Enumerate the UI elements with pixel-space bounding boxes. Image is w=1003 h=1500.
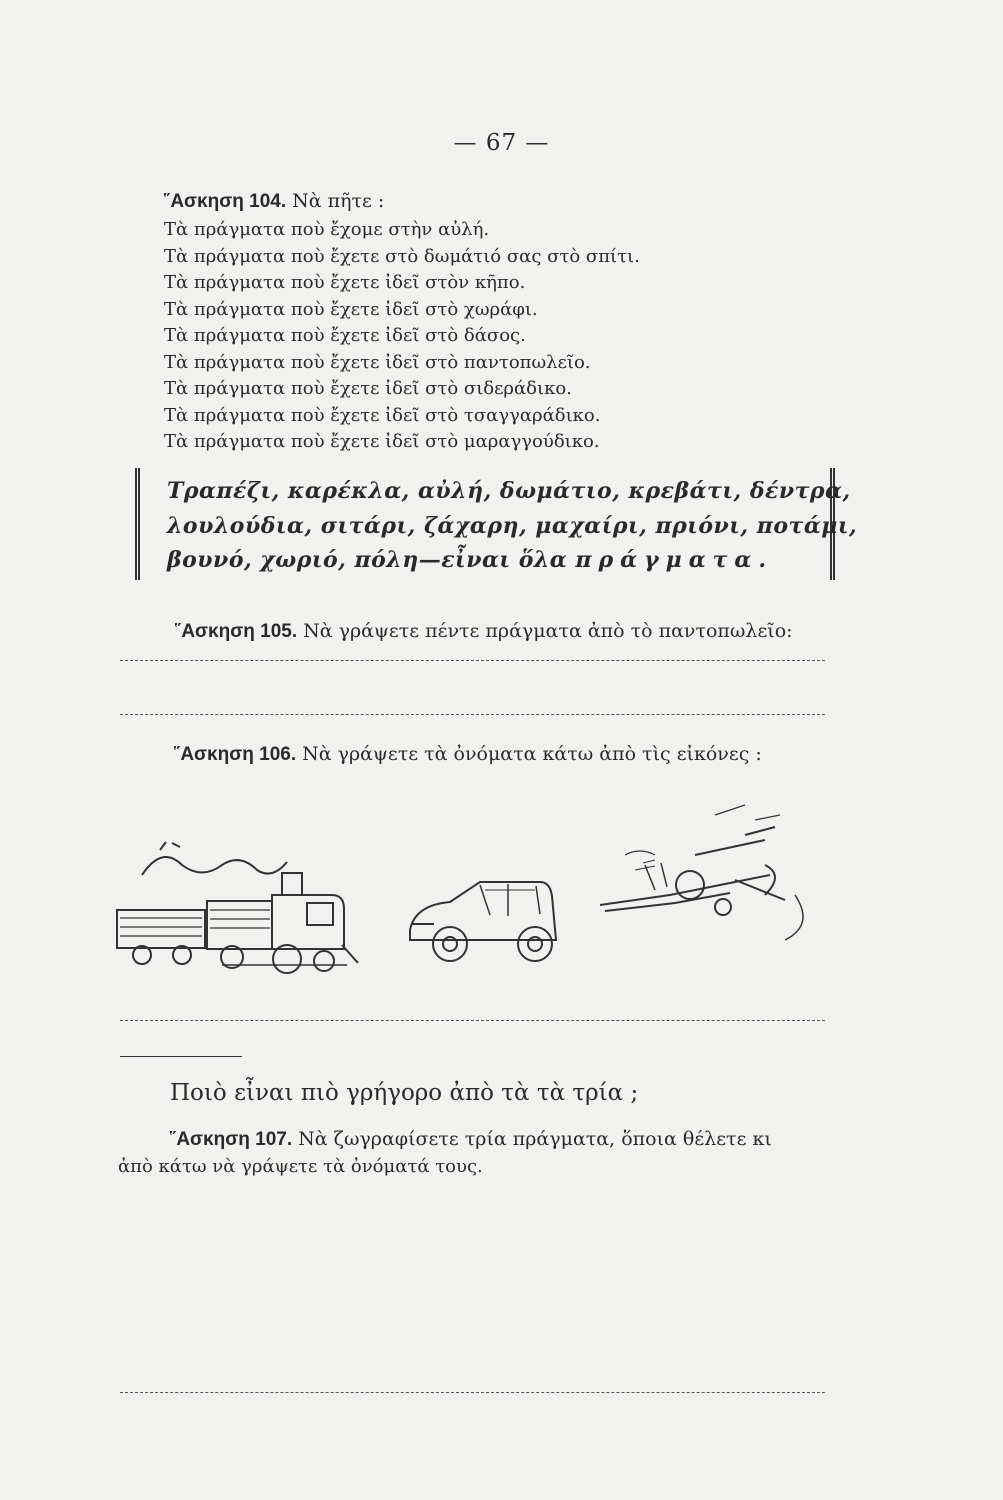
page-number: — 67 — xyxy=(453,130,550,156)
exercise-104-list xyxy=(164,217,640,456)
boxed-note-line-3 xyxy=(167,547,773,573)
exercise-106-title xyxy=(174,743,762,766)
list-item: Τὰ πράγματα ποὺ ἔχομε στὴν αὐλή. xyxy=(164,219,490,240)
boxed-note-line-1: Τραπέζι, καρέκλα, αὐλή, δωμάτιο, κρεβάτι, δέντρα, xyxy=(167,478,851,504)
writing-line xyxy=(120,1020,825,1021)
exercise-106-prompt: Νὰ γράψετε τὰ ὀνόματα κάτω ἀπὸ τὶς εἰκόνες : xyxy=(302,743,762,765)
exercise-104-heading: ῞Ασκηση 104. xyxy=(164,191,287,212)
writing-line xyxy=(120,1392,825,1393)
list-item: Τὰ πράγματα ποὺ ἔχετε ἰδεῖ στὸ παντοπωλεῖο. xyxy=(164,351,591,373)
exercise-104-title xyxy=(164,190,384,213)
short-rule xyxy=(120,1056,242,1057)
writing-line xyxy=(120,714,825,715)
exercise-107-title xyxy=(170,1128,772,1151)
writing-line xyxy=(120,660,825,661)
boxed-note-line-3-text: βουνό, χωριό, πόλη—εἶναι ὅλα xyxy=(167,547,576,573)
exercise-105-prompt: Νὰ γράψετε πέντε πράγματα ἀπὸ τὸ παντοπωλεῖο: xyxy=(303,620,793,642)
exercise-104-prompt: Νὰ πῆτε : xyxy=(292,190,385,212)
boxed-note-spaced-word: πράγματα. xyxy=(575,547,774,573)
boxed-note xyxy=(135,468,858,580)
exercise-106-heading: ῞Ασκηση 106. xyxy=(174,744,297,765)
exercise-105-title xyxy=(175,620,793,643)
list-item: Τὰ πράγματα ποὺ ἔχετε ἰδεῖ στὸ χωράφι. xyxy=(164,298,538,320)
boxed-note-line-2: λουλούδια, σιτάρι, ζάχαρη, μαχαίρι, πριόνι, ποτάμι, xyxy=(167,513,858,539)
list-item: Τὰ πράγματα ποὺ ἔχετε ἰδεῖ στὸ δάσος. xyxy=(164,325,526,346)
list-item: Τὰ πράγματα ποὺ ἔχετε ἰδεῖ στὸν κῆπο. xyxy=(164,272,526,293)
exercise-107-prompt-line-2: ἀπὸ κάτω νὰ γράψετε τὰ ὀνόματά τους. xyxy=(118,1156,483,1177)
list-item: Τὰ πράγματα ποὺ ἔχετε ἰδεῖ στὸ σιδεράδικο. xyxy=(164,378,572,399)
airplane-illustration xyxy=(595,795,830,970)
list-item: Τὰ πράγματα ποὺ ἔχετε ἰδεῖ στὸ μαραγγούδικο. xyxy=(164,431,600,452)
train-illustration xyxy=(112,815,364,985)
list-item: Τὰ πράγματα ποὺ ἔχετε ἰδεῖ στὸ τσαγγαράδικο. xyxy=(164,404,601,426)
exercise-107-prompt: Νὰ ζωγραφίσετε τρία πράγματα, ὅποια θέλετε κι xyxy=(298,1128,772,1150)
car-illustration xyxy=(400,860,565,970)
exercise-107-heading: ῞Ασκηση 107. xyxy=(170,1129,293,1150)
question-text: Ποιὸ εἶναι πιὸ γρήγορο ἀπὸ τὰ τὰ τρία ; xyxy=(170,1080,639,1106)
list-item: Τὰ πράγματα ποὺ ἔχετε στὸ δωμάτιό σας στὸ σπίτι. xyxy=(164,245,640,267)
exercise-105-heading: ῞Ασκηση 105. xyxy=(175,621,298,642)
